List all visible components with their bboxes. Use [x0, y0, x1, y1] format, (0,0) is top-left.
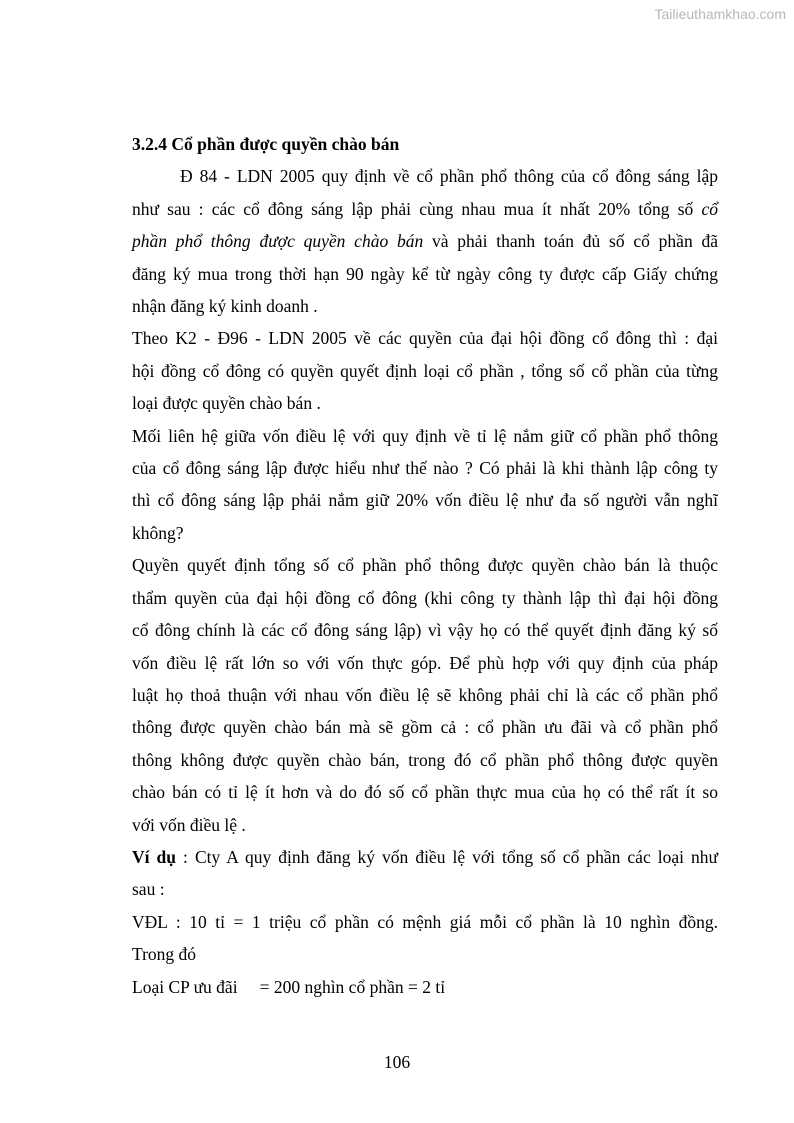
text-line: nhận đăng ký kinh doanh . [132, 296, 318, 317]
document-body [132, 128, 718, 1003]
text-line: thông không được quyền chào bán, trong đó cổ phần phổ thông được quyền [132, 749, 718, 770]
text-line [132, 841, 718, 873]
text-run: như sau : các cổ đông sáng lập phải cùng nhau mua ít nhất 20% tổng số [132, 198, 702, 219]
text-line: chào bán có tỉ lệ ít hơn và do đó số cổ phần thực mua của họ có thể rất ít so [132, 782, 718, 803]
share-type-value: = 200 nghìn cổ phần = 2 tỉ [259, 976, 446, 997]
paragraph-article-96 [132, 322, 718, 419]
text-line: vốn điều lệ rất lớn so với vốn thực góp. Để phù hợp với quy định của pháp [132, 652, 718, 673]
text-line: Quyền quyết định tổng số cổ phần phổ thông được quyền chào bán là thuộc [132, 555, 718, 576]
section-heading: 3.2.4 Cổ phần được quyền chào bán [132, 134, 400, 154]
text-line: Theo K2 - Đ96 - LDN 2005 về các quyền của đại hội đồng cổ đông thì : đại [132, 328, 718, 349]
paragraph-article-84 [132, 160, 718, 322]
page-number: 106 [383, 1052, 411, 1072]
text-line [132, 193, 718, 225]
text-line: không? [132, 522, 184, 543]
watermark: Tailieuthamkhao.com [654, 6, 786, 22]
text-line: thẩm quyền của đại hội đồng cổ đông (khi công ty thành lập thì đại hội đồng [132, 587, 718, 608]
text-run: : Cty A quy định đăng ký vốn điều lệ với tổng số cổ phần các loại như [176, 846, 719, 867]
paragraph-question [132, 420, 718, 550]
text-line: VĐL : 10 tỉ = 1 triệu cổ phần có mệnh giá mỗi cổ phần là 10 nghìn đồng. [132, 911, 718, 932]
share-type-label: Loại CP ưu đãi [132, 976, 238, 997]
text-line [132, 225, 718, 257]
paragraph-preferred-shares [132, 971, 718, 1003]
paragraph-charter-capital [132, 906, 718, 971]
text-line: với vốn điều lệ . [132, 814, 246, 835]
text-line: của cổ đông sáng lập được hiểu như thế nào ? Có phải là khi thành lập công ty [132, 458, 718, 479]
italic-text-run: phần phổ thông được quyền chào bán [132, 231, 424, 252]
italic-text-run: cổ [701, 198, 718, 219]
text-line: cổ đông chính là các cổ đông sáng lập) vì vậy họ có thể quyết định đăng ký số [132, 620, 718, 641]
paragraph-example-intro [132, 841, 718, 906]
text-line: đăng ký mua trong thời hạn 90 ngày kể từ ngày công ty được cấp Giấy chứng [132, 263, 718, 284]
text-run: và phải thanh toán đủ số cổ phần đã [423, 231, 718, 252]
text-line [132, 971, 718, 1003]
text-line: thì cổ đông sáng lập phải nắm giữ 20% vốn điều lệ như đa số người vẫn nghĩ [132, 490, 718, 511]
text-line: loại được quyền chào bán . [132, 393, 321, 414]
text-line: luật họ thoả thuận với nhau vốn điều lệ sẽ không phải chỉ là các cổ phần phổ [132, 684, 718, 705]
text-line: Đ 84 - LDN 2005 quy định về cổ phần phổ thông của cổ đông sáng lập [180, 166, 718, 187]
text-line: thông được quyền chào bán mà sẽ gồm cả : cổ phần ưu đãi và cổ phần phổ [132, 717, 718, 738]
text-line: sau : [132, 879, 165, 900]
paragraph-answer [132, 549, 718, 841]
text-line: Mối liên hệ giữa vốn điều lệ với quy định về tỉ lệ nắm giữ cổ phần phổ thông [132, 425, 718, 446]
text-line: Trong đó [132, 944, 197, 965]
example-label: Ví dụ [132, 846, 177, 867]
text-line: hội đồng cổ đông có quyền quyết định loại cổ phần , tổng số cổ phần của từng [132, 360, 718, 381]
